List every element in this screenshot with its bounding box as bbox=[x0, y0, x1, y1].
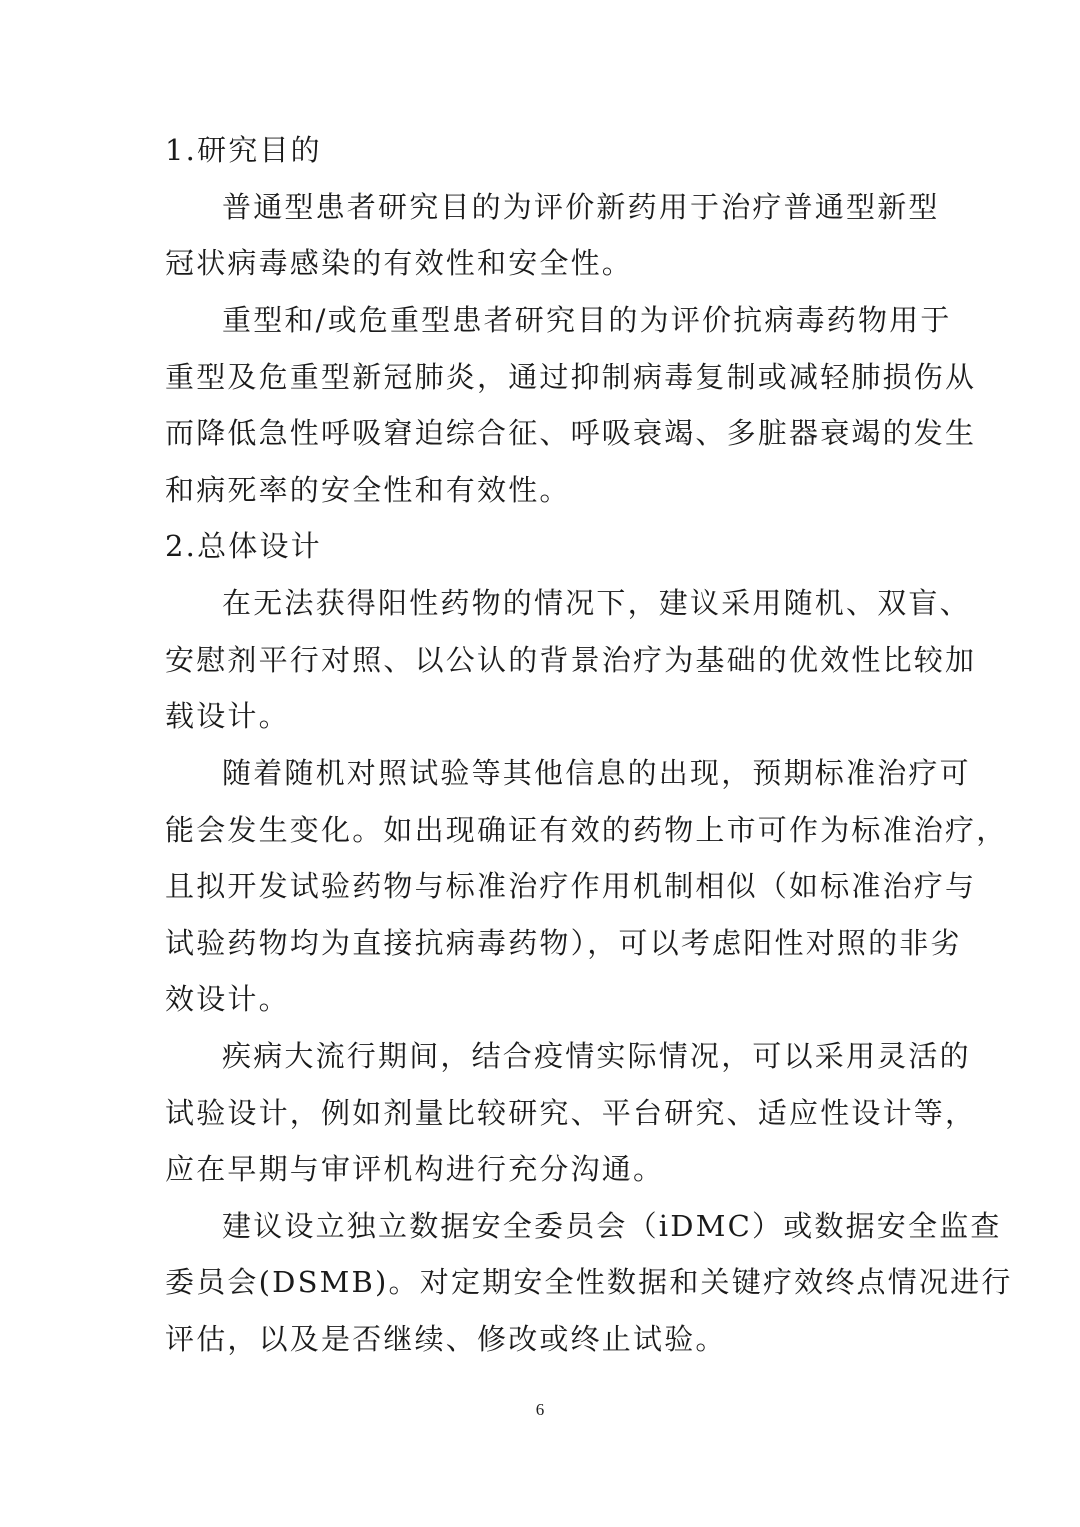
page-number: 6 bbox=[535, 1400, 545, 1419]
section-heading-1: 1.研究目的 bbox=[165, 133, 322, 167]
paragraph-4-line-4: 试验药物均为直接抗病毒药物），可以考虑阳性对照的非劣 bbox=[165, 926, 962, 960]
paragraph-4-line-3: 且拟开发试验药物与标准治疗作用机制相似（如标准治疗与 bbox=[165, 869, 977, 903]
section-heading-2: 2.总体设计 bbox=[165, 529, 322, 563]
paragraph-5-line-3: 应在早期与审评机构进行充分沟通。 bbox=[165, 1152, 665, 1186]
paragraph-4-line-5: 效设计。 bbox=[165, 982, 290, 1016]
paragraph-1-line-2: 冠状病毒感染的有效性和安全性。 bbox=[165, 246, 634, 280]
paragraph-2-line-3: 而降低急性呼吸窘迫综合征、呼吸衰竭、多脏器衰竭的发生 bbox=[165, 416, 977, 450]
paragraph-1-line-1: 普通型患者研究目的为评价新药用于治疗普通型新型 bbox=[222, 190, 940, 224]
paragraph-3-line-1: 在无法获得阳性药物的情况下，建议采用随机、双盲、 bbox=[222, 586, 971, 620]
paragraph-2-line-2: 重型及危重型新冠肺炎，通过抑制病毒复制或减轻肺损伤从 bbox=[165, 360, 977, 394]
paragraph-6-line-3: 评估，以及是否继续、修改或终止试验。 bbox=[165, 1322, 727, 1356]
paragraph-3-line-2: 安慰剂平行对照、以公认的背景治疗为基础的优效性比较加 bbox=[165, 643, 977, 677]
paragraph-6-line-2: 委员会(DSMB)。对定期安全性数据和关键疗效终点情况进行 bbox=[165, 1265, 1013, 1299]
paragraph-2-line-1: 重型和/或危重型患者研究目的为评价抗病毒药物用于 bbox=[222, 303, 952, 337]
paragraph-4-line-1: 随着随机对照试验等其他信息的出现，预期标准治疗可 bbox=[222, 756, 971, 790]
paragraph-6-line-1: 建议设立独立数据安全委员会（iDMC）或数据安全监查 bbox=[222, 1209, 1002, 1243]
paragraph-5-line-2: 试验设计，例如剂量比较研究、平台研究、适应性设计等， bbox=[165, 1096, 977, 1130]
paragraph-4-line-2: 能会发生变化。如出现确证有效的药物上市可作为标准治疗， bbox=[165, 813, 1008, 847]
paragraph-2-line-4: 和病死率的安全性和有效性。 bbox=[165, 473, 571, 507]
paragraph-3-line-3: 载设计。 bbox=[165, 699, 290, 733]
paragraph-5-line-1: 疾病大流行期间，结合疫情实际情况，可以采用灵活的 bbox=[222, 1039, 971, 1073]
